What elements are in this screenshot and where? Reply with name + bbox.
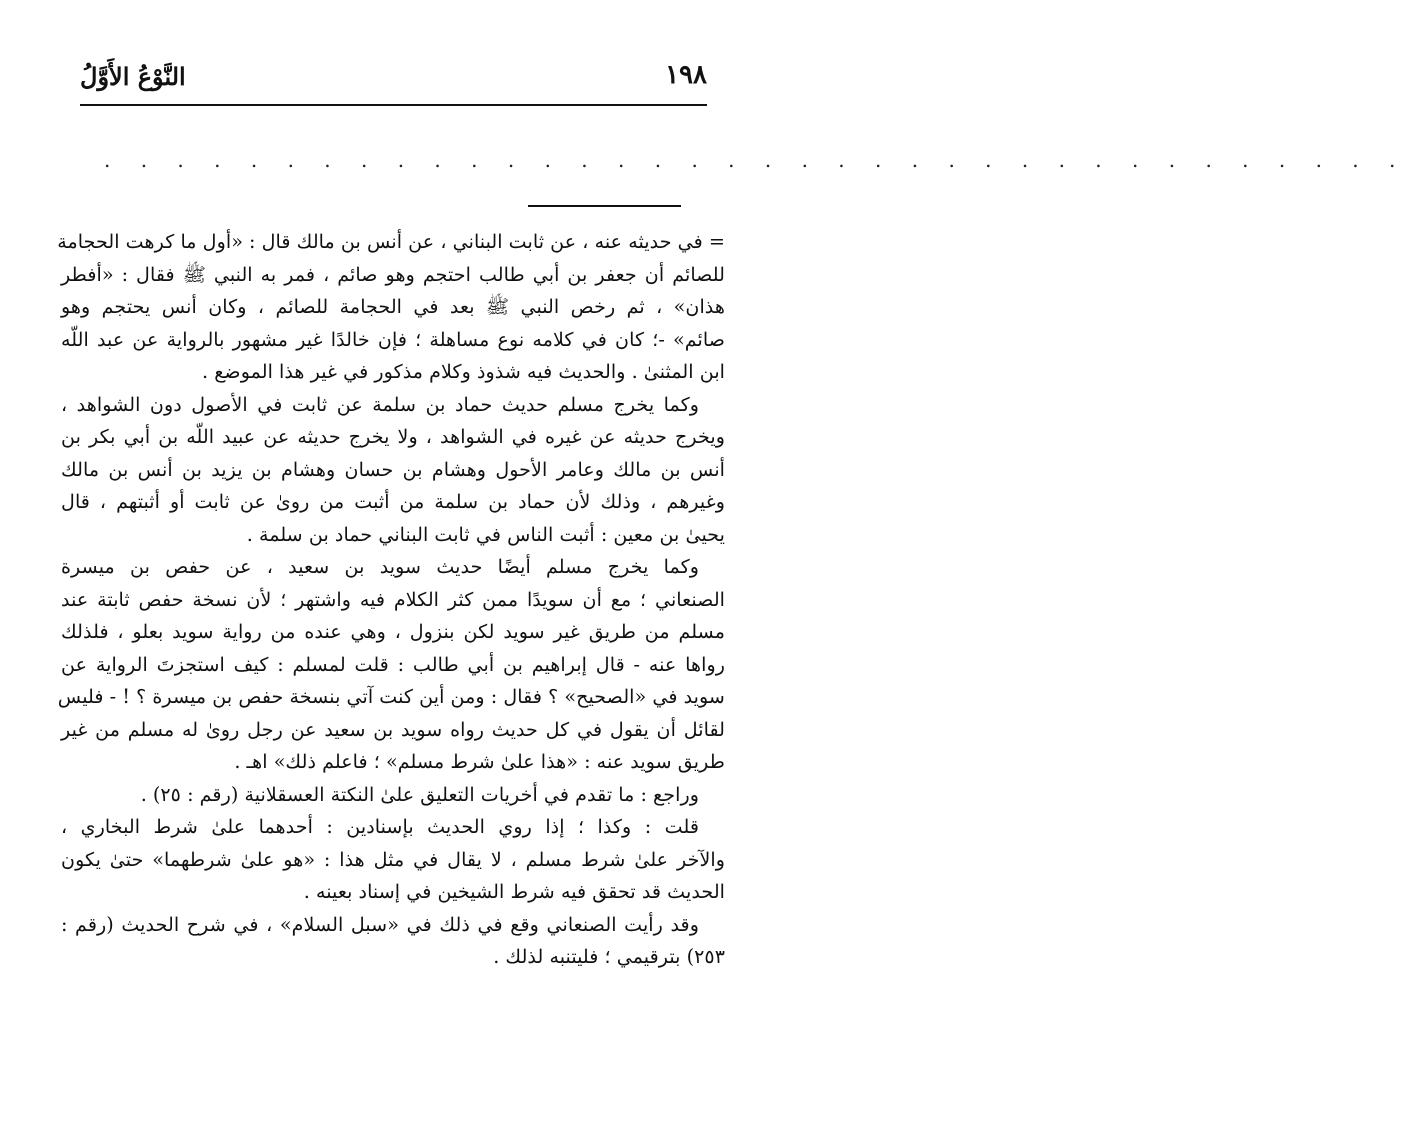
- text-line: الحديث قد تحقق فيه شرط الشيخين في إسناد بعينه .: [303, 880, 725, 903]
- text-line: والآخر علىٰ شرط مسلم ، لا يقال في مثل هذا : «هو علىٰ شرطهما» حتىٰ يكون: [61, 847, 725, 871]
- footnote-text: [57, 226, 725, 974]
- omission-dots: . . . . . . . . . . . . . . . . . . . . . . . . . . . . . . . . . . . .: [104, 148, 1407, 172]
- text-line: للصائم أن جعفر بن أبي طالب احتجم وهو صائم ، فمر به النبي ﷺ فقال : «أفطر: [61, 262, 725, 286]
- text-line: هذان» ، ثم رخص النبي ﷺ بعد في الحجامة للصائم ، وكان أنس يحتجم وهو: [61, 295, 725, 318]
- text-line: أنس بن مالك وعامر الأحول وهشام بن حسان وهشام بن يزيد بن أنس بن مالك: [61, 457, 725, 481]
- text-line: ٢٥٣) بترقيمي ؛ فليتنبه لذلك .: [493, 945, 725, 968]
- text-line: وقد رأيت الصنعاني وقع في ذلك في «سبل السلام» ، في شرح الحديث (رقم :: [61, 912, 699, 936]
- text-line: سويد في «الصحيح» ؟ فقال : ومن أين كنت آتي بنسخة حفص بن ميسرة ؟ ! - فليس: [57, 685, 725, 708]
- footnote-separator: [528, 205, 681, 207]
- text-line: يحيىٰ بن معين : أثبت الناس في ثابت البناني حماد بن سلمة .: [246, 522, 725, 546]
- text-line: طريق سويد عنه : «هذا علىٰ شرط مسلم» ؛ فاعلم ذلك» اهـ .: [234, 750, 725, 773]
- text-line: = في حديثه عنه ، عن ثابت البناني ، عن أنس بن مالك قال : «أول ما كرهت الحجامة: [57, 230, 725, 253]
- text-line: رواها عنه - قال إبراهيم بن أبي طالب : قلت لمسلم : كيف استجزتَ الرواية عن: [61, 652, 725, 676]
- running-title: النَّوْعُ الأَوَّلُ: [80, 62, 186, 91]
- text-line: الصنعاني ؛ مع أن سويدًا ممن كثر الكلام فيه واشتهر ؛ لأن نسخة حفص ثابتة عند: [61, 587, 725, 611]
- text-line: ابن المثنىٰ . والحديث فيه شذوذ وكلام مذكور في غير هذا الموضع .: [202, 360, 725, 383]
- page-number: ١٩٨: [665, 60, 707, 90]
- text-line: وغيرهم ، وذلك لأن حماد بن سلمة من أثبت من روىٰ عن ثابت أو أثبتهم ، قال: [61, 490, 725, 513]
- text-line: وكما يخرج مسلم حديث حماد بن سلمة عن ثابت في الأصول دون الشواهد ،: [61, 392, 699, 416]
- text-line: صائم» -؛ كان في كلامه نوع مساهلة ؛ فإن خالدًا غير مشهور بالرواية عن عبد اللّه: [61, 327, 725, 351]
- page-header: [80, 60, 707, 106]
- text-line: وراجع : ما تقدم في أخريات التعليق علىٰ النكتة العسقلانية (رقم : ٢٥) .: [140, 782, 699, 806]
- text-line: قلت : وكذا ؛ إذا روي الحديث بإسنادين : أحدهما علىٰ شرط البخاري ،: [61, 815, 699, 838]
- text-line: مسلم من طريق غير سويد لكن بنزول ، وهي عنده من رواية سويد بعلو ، فلذلك: [61, 620, 725, 643]
- text-line: وكما يخرج مسلم أيضًا حديث سويد بن سعيد ، عن حفص بن ميسرة: [61, 555, 699, 578]
- text-line: ويخرج حديثه عن غيره في الشواهد ، ولا يخرج حديثه عن عبيد اللّه بن أبي بكر بن: [61, 425, 725, 448]
- text-line: لقائل أن يقول في كل حديث رواه سويد بن سعيد عن رجل روىٰ له مسلم من غير: [61, 717, 725, 741]
